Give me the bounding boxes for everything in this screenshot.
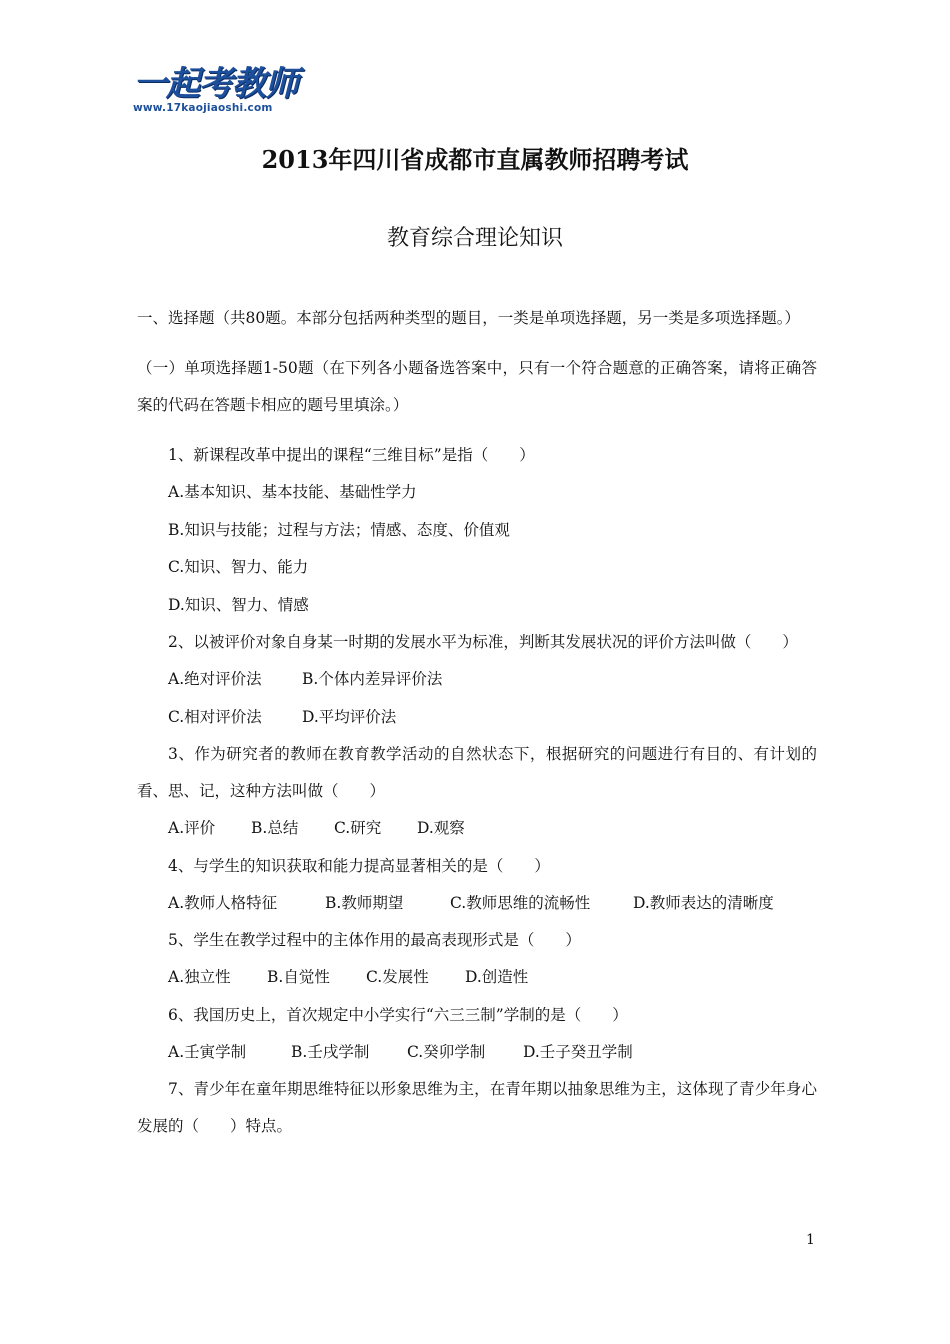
options-row (137, 959, 817, 997)
option: B.壬戌学制 (291, 1042, 370, 1061)
option: C.发展性 (366, 968, 429, 986)
option: A.独立性 (168, 968, 231, 986)
option: C.相对评价法 (168, 707, 262, 726)
option: D.观察 (417, 819, 465, 837)
page-number: 1 (806, 1232, 815, 1248)
question-stem: 5、学生在教学过程中的主体作用的最高表现形式是（ ） (168, 931, 581, 949)
options-row (137, 885, 817, 923)
option: C.教师思维的流畅性 (450, 893, 591, 912)
option: B.个体内差异评价法 (302, 670, 443, 688)
options-row (137, 699, 817, 737)
option: A.评价 (168, 819, 216, 837)
options-row (137, 1034, 817, 1072)
option: B.自觉性 (267, 968, 330, 986)
options-row (137, 661, 817, 699)
question-stem: 1、新课程改革中提出的课程“三维目标”是指（ ） (168, 446, 535, 464)
option: A.壬寅学制 (168, 1042, 247, 1061)
option: A.基本知识、基本技能、基础性学力 (168, 483, 417, 501)
logo-text: 一起考教师 (133, 64, 298, 104)
option: D.创造性 (465, 968, 529, 986)
document-title: 2013年四川省成都市直属教师招聘考试 (261, 145, 689, 174)
option: B.知识与技能；过程与方法；情感、态度、价值观 (168, 520, 510, 539)
subsection-heading: （一）单项选择题1-50题（在下列各小题备选答案中，只有一个符合题意的正确答案，请将正确答案的代码在答题卡相应的题号里填涂。） (137, 359, 817, 414)
option: B.教师期望 (325, 893, 404, 912)
options-row (137, 810, 817, 848)
option: A.教师人格特征 (168, 893, 278, 912)
option: A.绝对评价法 (168, 670, 262, 688)
option: C.癸卯学制 (407, 1042, 486, 1061)
option: C.研究 (334, 819, 382, 837)
question-stem: 7、青少年在童年期思维特征以形象思维为主，在青年期以抽象思维为主，这体现了青少年身心发展的（ ）特点。 (137, 1080, 817, 1135)
option: D.教师表达的清晰度 (633, 893, 774, 912)
logo (133, 66, 303, 114)
question-stem: 4、与学生的知识获取和能力提高显著相关的是（ ） (168, 856, 550, 875)
option: C.知识、智力、能力 (168, 558, 309, 576)
logo-url: www.17kaojiaoshi.com (133, 102, 273, 114)
document-body (137, 300, 817, 1145)
question-stem: 3、作为研究者的教师在教育教学活动的自然状态下，根据研究的问题进行有目的、有计划的看、思、记，这种方法叫做（ ） (137, 745, 817, 800)
question-stem: 2、以被评价对象自身某一时期的发展水平为标准，判断其发展状况的评价方法叫做（ ） (168, 633, 798, 651)
question-stem: 6、我国历史上，首次规定中小学实行“六三三制”学制的是（ ） (168, 1005, 628, 1024)
option: D.知识、智力、情感 (168, 595, 309, 614)
document-subtitle: 教育综合理论知识 (386, 226, 563, 251)
option: D.壬子癸丑学制 (523, 1042, 633, 1061)
section-heading: 一、选择题（共80题。本部分包括两种类型的题目，一类是单项选择题，另一类是多项选择题。） (137, 309, 800, 327)
option: B.总结 (251, 819, 299, 837)
option: D.平均评价法 (302, 707, 397, 726)
